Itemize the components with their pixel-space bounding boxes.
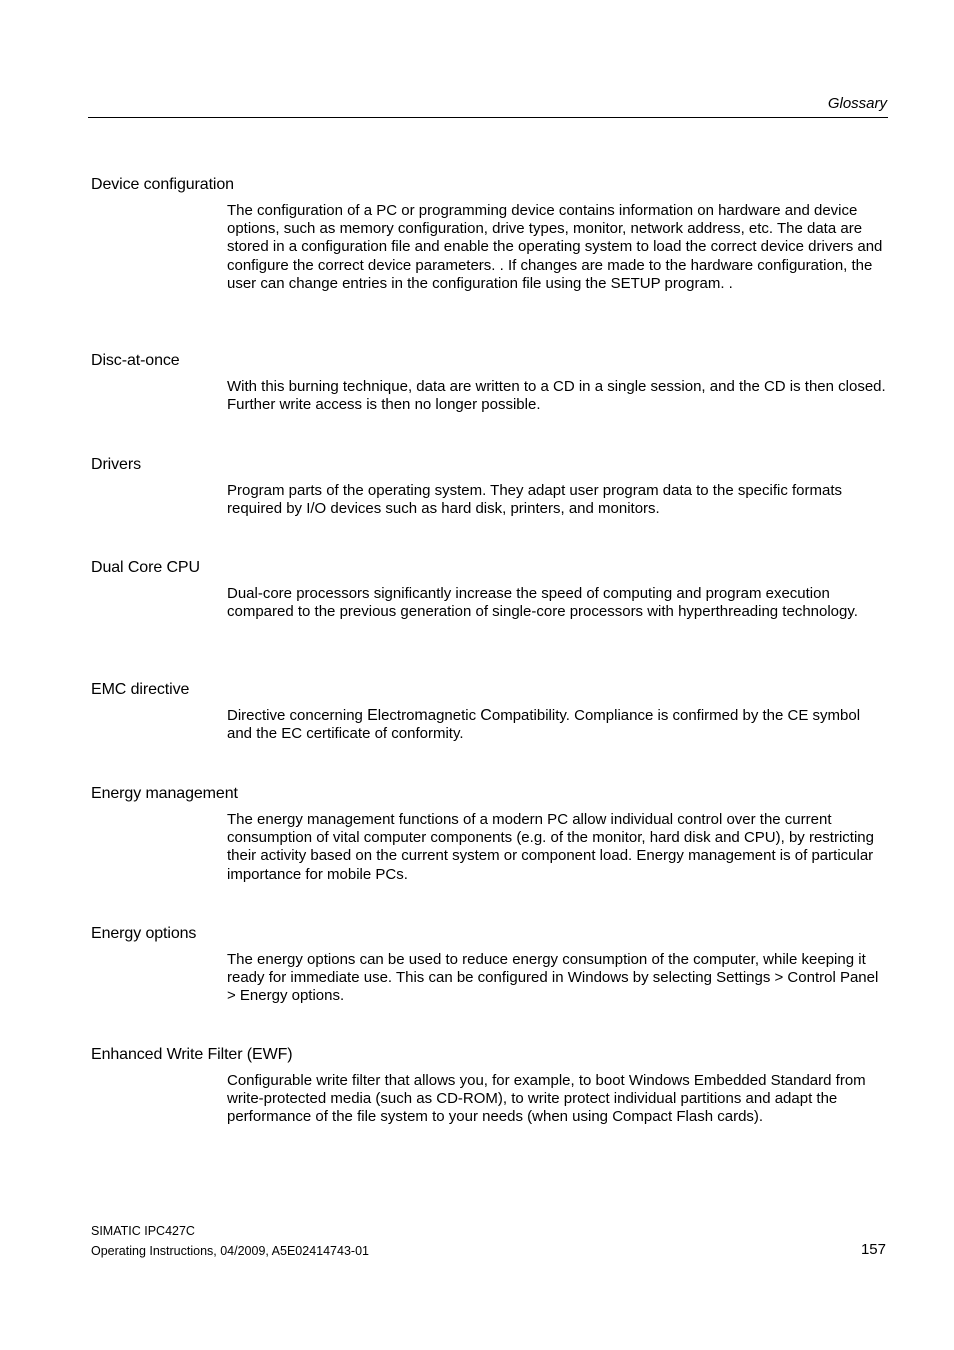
definition-text: agnetic — [427, 707, 481, 724]
glossary-term: EMC directive — [91, 681, 190, 698]
acronym-letter-m: m — [414, 707, 428, 724]
header-divider — [88, 117, 888, 118]
glossary-definition: The configuration of a PC or programming device contains information on hardware and device options, such as memory configuration, drive types, monitor, network address, etc. The data are stored in a configuration file and enable the operating system to load the correct device drivers and configure the correct device parameters. . If changes are made to the hardware configuration, the user can change entries in the configuration file using the SETUP program. . — [227, 202, 883, 292]
glossary-term: Disc-at-once — [91, 352, 180, 369]
glossary-definition: The energy options can be used to reduce energy consumption of the computer, while keeping it ready for immediate use. This can be configured in Windows by selecting Settings > Control Panel > Energy options. — [227, 951, 879, 1005]
glossary-term: Device configuration — [91, 176, 234, 193]
footer-product-name: SIMATIC IPC427C — [91, 1224, 195, 1238]
glossary-term: Enhanced Write Filter (EWF) — [91, 1046, 293, 1063]
footer-document-info: Operating Instructions, 04/2009, A5E02414743-01 — [91, 1244, 369, 1258]
glossary-definition: Program parts of the operating system. They adapt user program data to the specific formats required by I/O devices such as hard disk, printers, and monitors. — [227, 482, 843, 518]
glossary-term: Drivers — [91, 456, 141, 473]
glossary-definition: The energy management functions of a modern PC allow individual control over the current consumption of vital computer components (e.g. of the monitor, hard disk and CPU), by restricting their activity based on the current system or component load. Energy management is of particular importance for mobile PCs. — [227, 811, 874, 883]
acronym-letter-c: C — [480, 707, 492, 724]
page-number: 157 — [860, 1241, 886, 1258]
running-header-section: Glossary — [827, 95, 887, 112]
definition-text: Directive concerning — [227, 707, 368, 724]
glossary-term: Energy management — [91, 785, 238, 802]
glossary-definition: With this burning technique, data are written to a CD in a single session, and the CD is then closed. Further write access is then no longer possible. — [227, 378, 886, 414]
definition-text: ompatibility. Compliance is confirmed by the CE symbol and the EC certificate of conformity. — [227, 707, 861, 743]
glossary-definition — [227, 707, 889, 743]
acronym-letter-e: E — [367, 707, 378, 724]
glossary-definition: Configurable write filter that allows you, for example, to boot Windows Embedded Standard from write-protected media (such as CD-ROM), to write protect individual partitions and adapt the performance of the file system to your needs (when using Compact Flash cards). — [227, 1072, 866, 1126]
glossary-definition: Dual-core processors significantly increase the speed of computing and program execution compared to the previous generation of single-core processors with hyperthreading technology. — [227, 585, 858, 621]
glossary-term: Energy options — [91, 925, 197, 942]
glossary-term: Dual Core CPU — [91, 559, 200, 576]
definition-text: lectro — [377, 707, 415, 724]
